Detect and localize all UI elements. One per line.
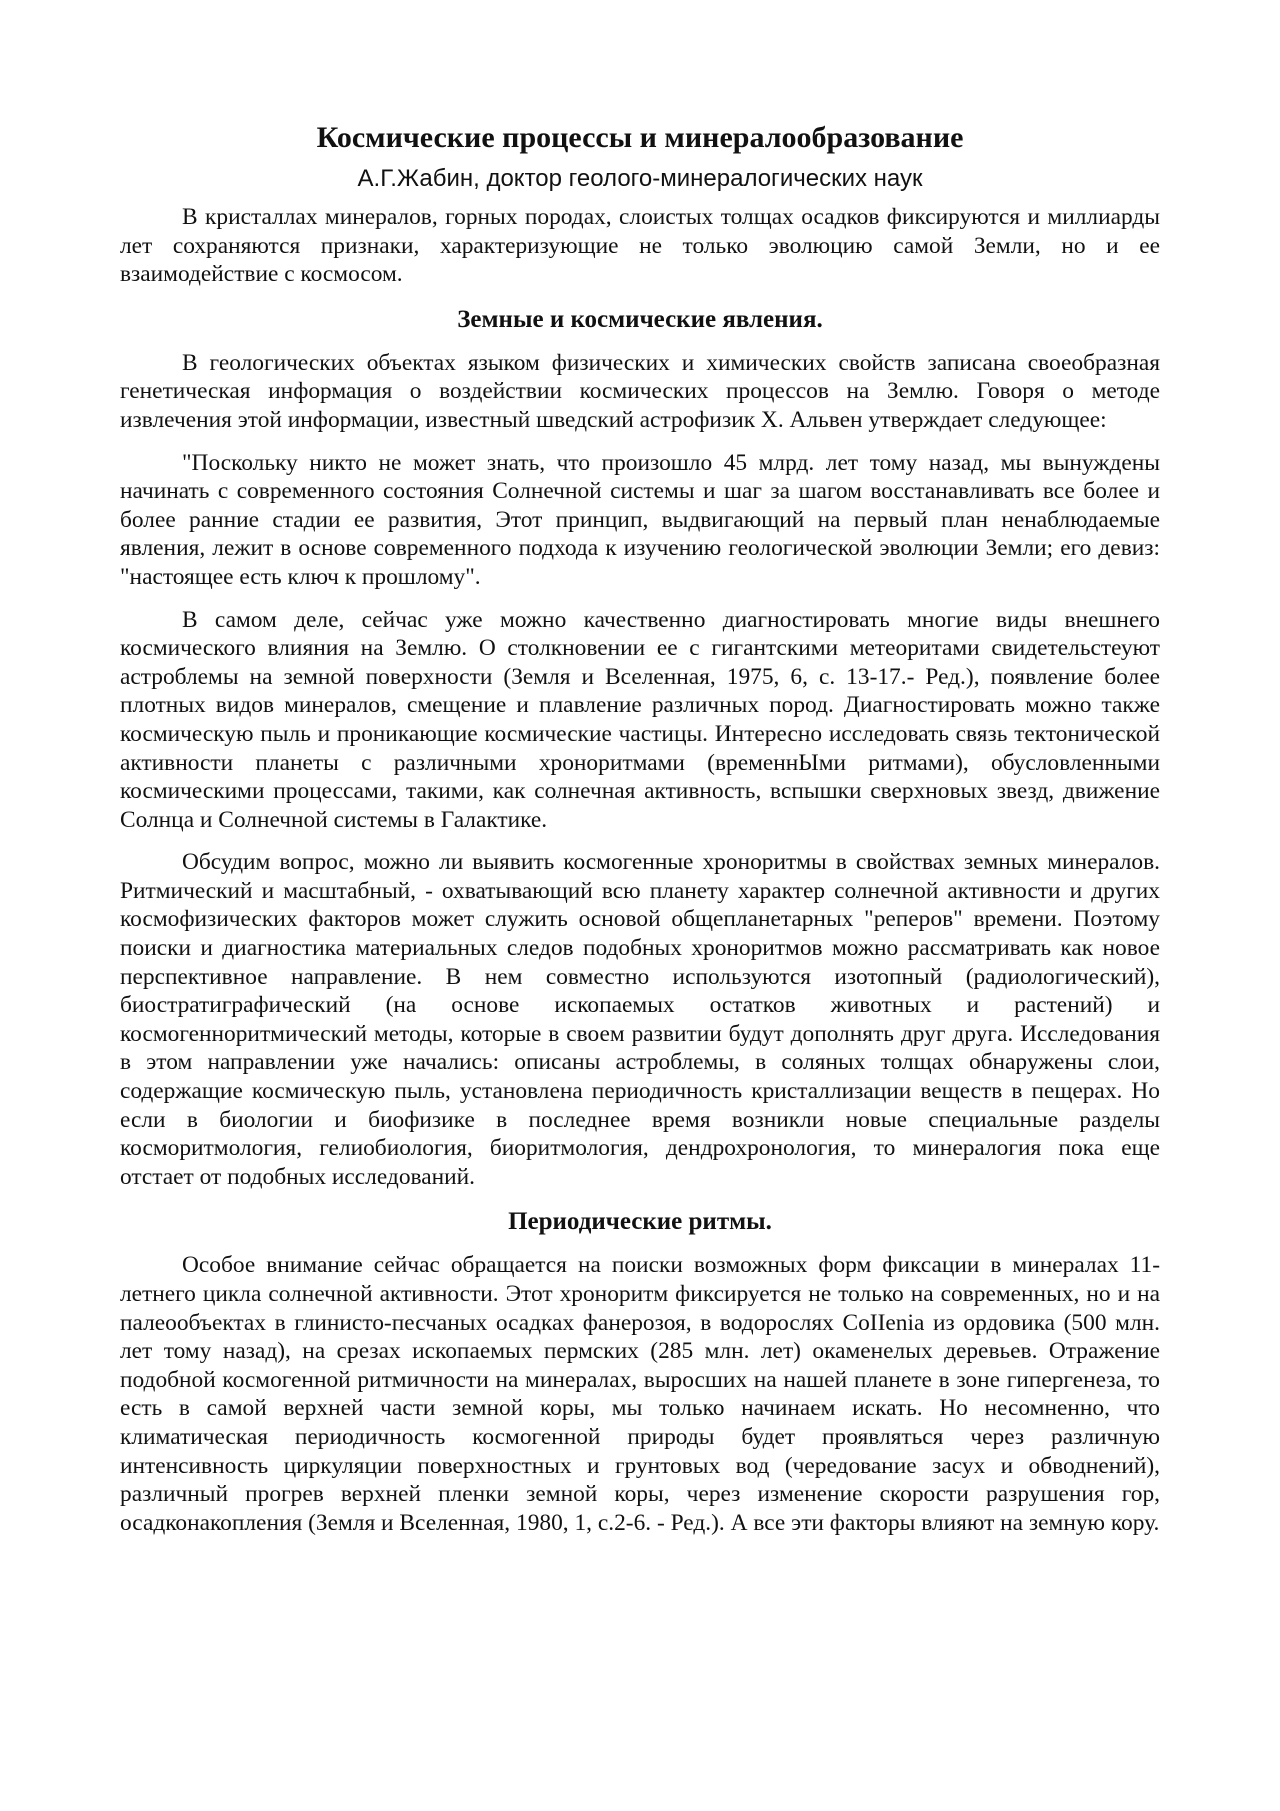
- paragraph: В геологических объектах языком физических и химических свойств записана своеобразная генетическая информация о воздействии космических процессов на Землю. Говоря о методе извлечения этой информации, известный шведский астрофизик X. Альвен утверждает следующее:: [120, 349, 1160, 433]
- document-title: Космические процессы и минералообразование: [316, 121, 964, 154]
- document-author: А.Г.Жабин, доктор геолого-минералогических наук: [357, 165, 923, 192]
- intro-paragraph: В кристаллах минералов, горных породах, слоистых толщах осадков фиксируются и миллиарды лет сохраняются признаки, характеризующие не только эволюцию самой Земли, но и ее взаимодействие с космосом.: [120, 204, 1160, 288]
- section-heading: Периодические ритмы.: [508, 1208, 772, 1236]
- paragraph: В самом деле, сейчас уже можно качественно диагностировать многие виды внешнего космического влияния на Землю. О столкновении ее с гигантскими метеоритами свидетельстеуют астроблемы на земной поверхности (Земля и Вселенная, 1975, 6, с. 13-17.- Ред.), появление более плотных видов минералов, смещение и плавление различных пород. Диагностировать можно также космическую пыль и проникающие космические частицы. Интересно исследовать связь тектонической активности планеты с различными хроноритмами (временнЫми ритмами), обусловленными космическими процессами, такими, как солнечная активность, вспышки сверхновых звезд, движение Солнца и Солнечной системы в Галактике.: [120, 606, 1160, 833]
- document-page: [120, 118, 1160, 1551]
- paragraph: Обсудим вопрос, можно ли выявить космогенные хроноритмы в свойствах земных минералов. Ритмический и масштабный, - охватывающий всю планету характер солнечной активности и других космофизических факторов может служить основой общепланетарных "реперов" времени. Поэтому поиски и диагностика материальных следов подобных хроноритмов можно рассматривать как новое перспективное направление. В нем совместно используются изотопный (радиологический), биостратиграфический (на основе ископаемых остатков животных и растений) и космогенноритмический методы, которые в своем развитии будут дополнять друг друга. Исследования в этом направлении уже начались: описаны астроблемы, в соляных толщах обнаружены слои, содержащие космическую пыль, установлена периодичность кристаллизации веществ в пещерах. Но если в биологии и биофизике в последнее время возникли новые специальные разделы косморитмология, гелиобиология, биоритмология, дендрохронология, то минералогия пока еще отстает от подобных исследований.: [120, 849, 1160, 1190]
- section-heading: Земные и космические явления.: [457, 305, 823, 333]
- quote-paragraph: "Поскольку никто не может знать, что произошло 45 млрд. лет тому назад, мы вынуждены начинать с современного состояния Солнечной системы и шаг за шагом восстанавливать все более и более ранние стадии ее развития, Этот принцип, выдвигающий на первый план ненаблюдаемые явления, лежит в основе современного подхода к изучению геологической эволюции Земли; его девиз: "настоящее есть ключ к прошлому".: [120, 449, 1160, 590]
- paragraph: Особое внимание сейчас обращается на поиски возможных форм фиксации в минералах 11-летнего цикла солнечной активности. Этот хроноритм фиксируется не только на современных, но и на палеообъектах в глинисто-песчаных осадках фанерозоя, в водорослях CoIIenia из ордовика (500 млн. лет тому назад), на срезах ископаемых пермских (285 млн. лет) окаменелых деревьев. Отражение подобной космогенной ритмичности на минералах, выросших на нашей планете в зоне гипергенеза, то есть в самой верхней части земной коры, мы только начинаем искать. Но несомненно, что климатическая периодичность космогенной природы будет проявляться через различную интенсивность циркуляции поверхностных и грунтовых вод (чередование засух и обводнений), различный прогрев верхней пленки земной коры, через изменение скорости разрушения гор, осадконакопления (Земля и Вселенная, 1980, 1, с.2-6. - Ред.). А все эти факторы влияют на земную кору.: [120, 1252, 1160, 1536]
